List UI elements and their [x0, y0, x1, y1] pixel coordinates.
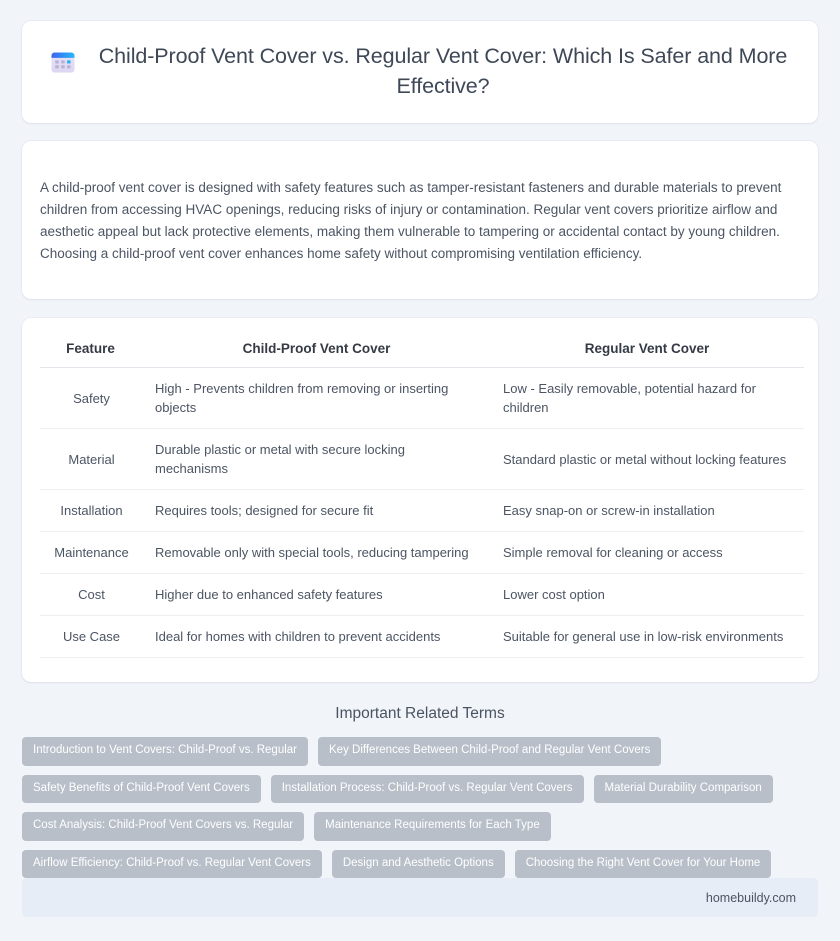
related-term-tag[interactable]: Design and Aesthetic Options: [332, 850, 505, 879]
cell-child-proof: Removable only with special tools, reducing tampering: [143, 532, 490, 574]
table-row: [40, 490, 804, 532]
cell-regular: Lower cost option: [490, 574, 804, 616]
related-term-tag[interactable]: Material Durability Comparison: [594, 775, 773, 804]
description-card: [22, 141, 818, 299]
table-row: [40, 616, 804, 658]
table-row: [40, 532, 804, 574]
cell-child-proof: High - Prevents children from removing or inserting objects: [143, 368, 490, 429]
related-terms-section: [22, 696, 818, 878]
footer: [22, 878, 818, 917]
cell-feature: Maintenance: [40, 532, 143, 574]
cell-regular: Easy snap-on or screw-in installation: [490, 490, 804, 532]
calendar-icon: [48, 48, 78, 78]
related-term-tag[interactable]: Cost Analysis: Child-Proof Vent Covers vs. Regular: [22, 812, 304, 841]
title-card: [22, 21, 818, 123]
column-header-child-proof: Child-Proof Vent Cover: [143, 338, 490, 368]
table-row: [40, 368, 804, 429]
related-term-tag[interactable]: Maintenance Requirements for Each Type: [314, 812, 551, 841]
column-header-regular: Regular Vent Cover: [490, 338, 804, 368]
column-header-feature: Feature: [40, 338, 143, 368]
table-header-row: [40, 338, 804, 368]
table-header: [40, 338, 804, 368]
footer-wrapper: [22, 878, 818, 941]
related-term-tag[interactable]: Airflow Efficiency: Child-Proof vs. Regular Vent Covers: [22, 850, 322, 879]
comparison-table: [40, 338, 804, 658]
cell-child-proof: Requires tools; designed for secure fit: [143, 490, 490, 532]
table-row: [40, 574, 804, 616]
cell-child-proof: Durable plastic or metal with secure locking mechanisms: [143, 429, 490, 490]
cell-child-proof: Higher due to enhanced safety features: [143, 574, 490, 616]
related-term-tag[interactable]: Choosing the Right Vent Cover for Your Home: [515, 850, 772, 879]
cell-feature: Use Case: [40, 616, 143, 658]
cell-feature: Installation: [40, 490, 143, 532]
cell-regular: Simple removal for cleaning or access: [490, 532, 804, 574]
cell-feature: Safety: [40, 368, 143, 429]
cell-child-proof: Ideal for homes with children to prevent accidents: [143, 616, 490, 658]
related-term-tag[interactable]: Safety Benefits of Child-Proof Vent Covers: [22, 775, 261, 804]
related-terms-list: [22, 737, 818, 878]
cell-feature: Material: [40, 429, 143, 490]
site-name: homebuildy.com: [705, 890, 796, 905]
table-body: [40, 368, 804, 658]
description-text: A child-proof vent cover is designed with safety features such as tamper-resistant fasteners and durable materials to prevent children from accessing HVAC openings, reducing risks of injury or contamination. Regular vent covers prioritize airflow and aesthetic appeal but lack protective elements, making them vulnerable to tampering or accidental contact by young children. Choosing a child-proof vent cover enhances home safety without compromising ventilation efficiency.: [40, 179, 782, 261]
cell-regular: Suitable for general use in low-risk environments: [490, 616, 804, 658]
table-row: [40, 429, 804, 490]
comparison-table-card: [22, 318, 818, 682]
page-title: Child-Proof Vent Cover vs. Regular Vent Cover: Which Is Safer and More Effective?: [98, 44, 788, 98]
cell-regular: Low - Easily removable, potential hazard for children: [490, 368, 804, 429]
cell-regular: Standard plastic or metal without locking features: [490, 429, 804, 490]
related-term-tag[interactable]: Installation Process: Child-Proof vs. Regular Vent Covers: [271, 775, 584, 804]
related-term-tag[interactable]: Key Differences Between Child-Proof and Regular Vent Covers: [318, 737, 661, 766]
cell-feature: Cost: [40, 574, 143, 616]
related-term-tag[interactable]: Introduction to Vent Covers: Child-Proof vs. Regular: [22, 737, 308, 766]
related-terms-title: Important Related Terms: [335, 705, 505, 722]
